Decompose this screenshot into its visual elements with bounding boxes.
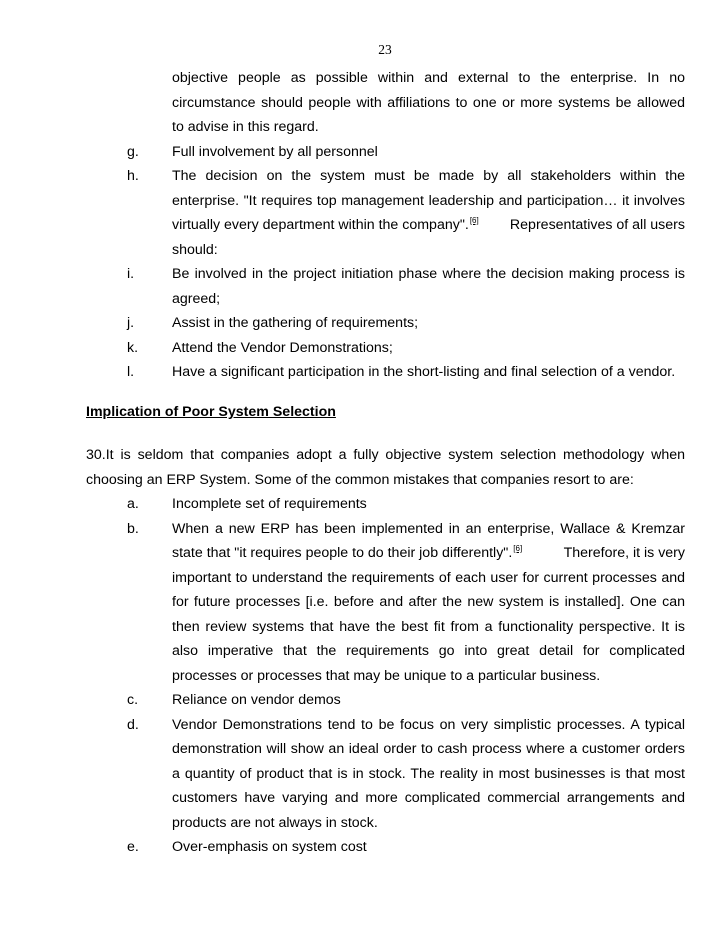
paragraph-line: 30.It is seldom that companies adopt a fully objective system selection methodology when xyxy=(86,447,685,463)
list-item-text: virtually every department within the company".[6] xyxy=(172,216,479,233)
list-item-text: agreed; xyxy=(172,291,221,307)
list-marker: d. xyxy=(127,717,139,733)
citation-link[interactable]: [6] xyxy=(469,216,479,225)
body-line: objective people as possible within and external to the enterprise. In no xyxy=(172,70,685,86)
list-item-text: When a new ERP has been implemented in an enterprise, Wallace & Kremzar xyxy=(172,521,685,537)
body-line: circumstance should people with affiliations to one or more systems be allowed xyxy=(172,95,685,111)
list-item-text: Vendor Demonstrations tend to be focus on very simplistic processes. A typical xyxy=(172,717,685,733)
list-item-text: should: xyxy=(172,242,218,258)
list-item-text: Assist in the gathering of requirements; xyxy=(172,315,419,331)
list-item-text: demonstration will show an ideal order to cash process where a customer orders xyxy=(172,741,685,757)
list-item-text: Full involvement by all personnel xyxy=(172,144,378,160)
list-item-text: for future processes [i.e. before and after the new system is installed]. One can xyxy=(172,594,685,610)
list-item-text: Have a significant participation in the short-listing and final selection of a vendor. xyxy=(172,364,676,380)
list-item-text: Incomplete set of requirements xyxy=(172,496,367,512)
section-heading: Implication of Poor System Selection xyxy=(86,404,336,420)
list-item-text: Attend the Vendor Demonstrations; xyxy=(172,340,393,356)
paragraph-line: choosing an ERP System. Some of the common mistakes that companies resort to are: xyxy=(86,472,634,488)
list-item-text: processes or processes that may be unique to a particular business. xyxy=(172,668,601,684)
list-item-text: enterprise. "It requires top management leadership and participation… it involves xyxy=(172,193,685,209)
list-marker: g. xyxy=(127,144,139,160)
body-line: to advise in this regard. xyxy=(172,119,319,135)
list-item-text: also imperative that the requirements go into great detail for complicated xyxy=(172,643,685,659)
list-item-text: then review systems that have the best fit from a functionality perspective. It is xyxy=(172,619,685,635)
list-item-text: Therefore, it is very xyxy=(563,545,685,561)
list-item-text: Over-emphasis on system cost xyxy=(172,839,367,855)
list-item-text: important to understand the requirements of each user for current processes and xyxy=(172,570,685,586)
list-item-text: Representatives of all users xyxy=(509,217,685,233)
list-item-text: Be involved in the project initiation phase where the decision making process is xyxy=(172,266,685,282)
list-item-text: products are not always in stock. xyxy=(172,815,378,831)
list-marker: l. xyxy=(127,364,135,380)
list-item-text: The decision on the system must be made by all stakeholders within the xyxy=(172,168,685,184)
list-marker: i. xyxy=(127,266,135,282)
list-marker: j. xyxy=(127,315,135,331)
list-marker: c. xyxy=(127,692,139,708)
list-marker: h. xyxy=(127,168,139,184)
list-marker: e. xyxy=(127,839,139,855)
list-marker: a. xyxy=(127,496,139,512)
list-item-text: Reliance on vendor demos xyxy=(172,692,341,708)
list-marker: k. xyxy=(127,340,139,356)
citation-link[interactable]: [6] xyxy=(513,544,523,553)
list-item-text: a quantity of product that is in stock. The reality in most businesses is that most xyxy=(172,766,685,782)
list-item-text: customers have varying and more complicated commercial arrangements and xyxy=(172,790,685,806)
list-item-text: state that "it requires people to do their job differently".[6] xyxy=(172,544,523,561)
list-marker: b. xyxy=(127,521,139,537)
page-number: 23 xyxy=(378,42,392,57)
